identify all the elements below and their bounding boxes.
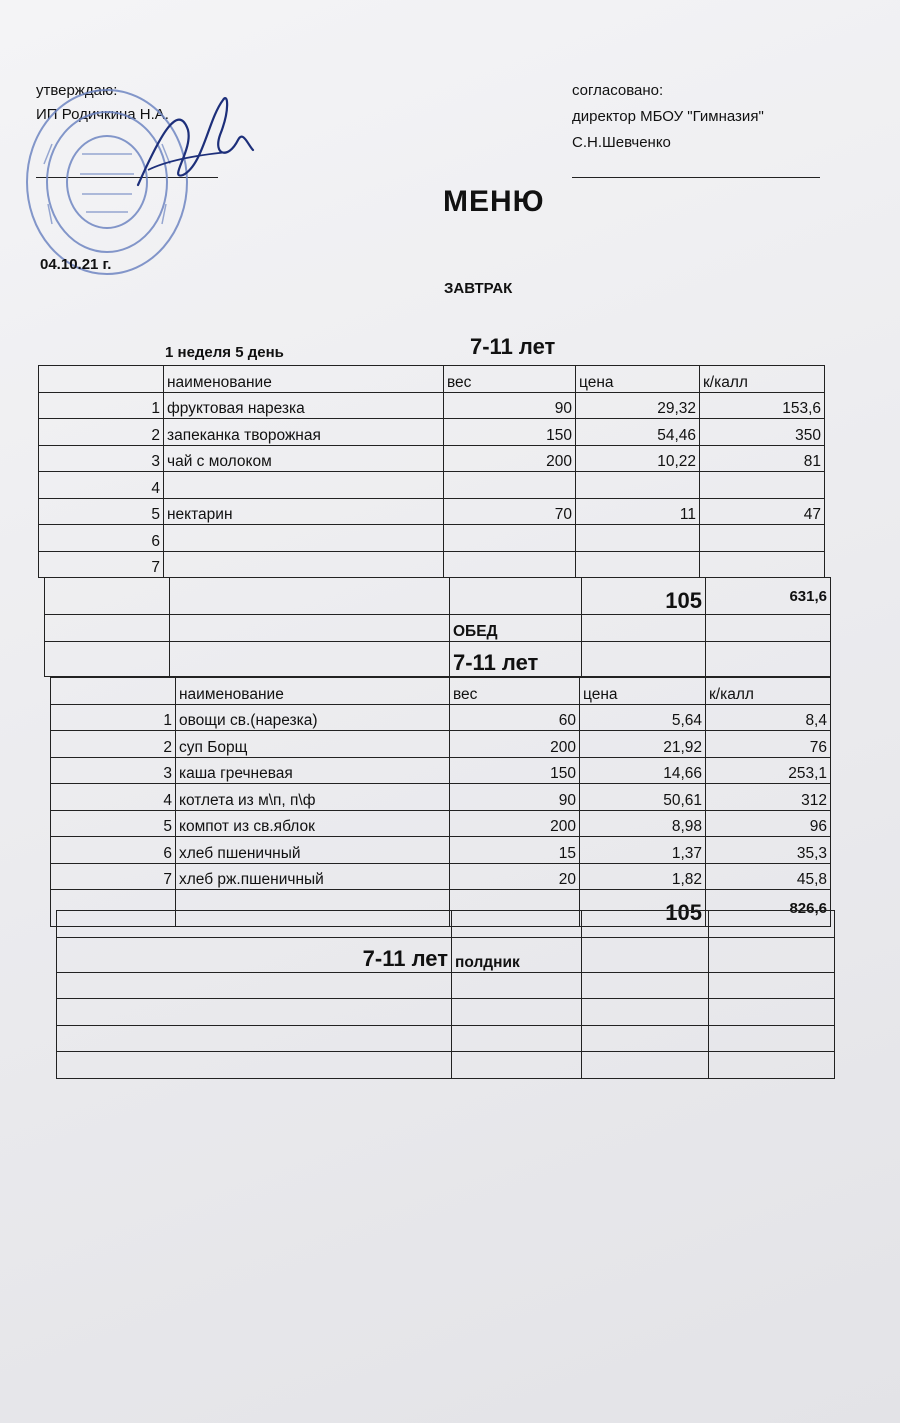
dish-kcal: 253,1 bbox=[706, 757, 831, 784]
dish-name: котлета из м\п, п\ф bbox=[176, 784, 450, 811]
handwritten-signature bbox=[128, 80, 258, 200]
dish-kcal: 8,4 bbox=[706, 704, 831, 731]
dish-weight: 20 bbox=[450, 863, 580, 890]
dish-name bbox=[164, 525, 444, 552]
dish-price: 10,22 bbox=[576, 445, 700, 472]
row-number: 4 bbox=[39, 472, 164, 499]
row-number: 3 bbox=[39, 445, 164, 472]
lunch-title: ОБЕД bbox=[450, 615, 582, 642]
dish-weight: 90 bbox=[450, 784, 580, 811]
menu-title: МЕНЮ bbox=[443, 185, 545, 218]
dish-name: фруктовая нарезка bbox=[164, 392, 444, 419]
dish-kcal: 35,3 bbox=[706, 837, 831, 864]
table-row bbox=[57, 1052, 835, 1079]
row-number: 1 bbox=[39, 392, 164, 419]
dish-kcal: 76 bbox=[706, 731, 831, 758]
table-row bbox=[39, 551, 825, 578]
agreed-label: согласовано: bbox=[572, 82, 664, 99]
table-row bbox=[39, 392, 825, 419]
dish-name: чай с молоком bbox=[164, 445, 444, 472]
header-price: цена bbox=[580, 678, 706, 705]
breakfast-total-and-lunch-head bbox=[44, 577, 831, 677]
dish-weight: 200 bbox=[450, 731, 580, 758]
dish-name: суп Борщ bbox=[176, 731, 450, 758]
dish-name: нектарин bbox=[164, 498, 444, 525]
table-row bbox=[51, 837, 831, 864]
table-row bbox=[51, 784, 831, 811]
dish-name bbox=[164, 472, 444, 499]
table-row bbox=[39, 525, 825, 552]
dish-weight bbox=[444, 525, 576, 552]
dish-kcal bbox=[700, 525, 825, 552]
agreed-position: директор МБОУ "Гимназия" bbox=[572, 108, 764, 125]
row-number: 5 bbox=[39, 498, 164, 525]
table-row bbox=[39, 445, 825, 472]
dish-kcal: 312 bbox=[706, 784, 831, 811]
dish-name: овощи св.(нарезка) bbox=[176, 704, 450, 731]
lunch-header-row bbox=[51, 678, 831, 705]
agreed-signature-line bbox=[572, 177, 820, 178]
breakfast-table bbox=[38, 365, 825, 578]
table-row bbox=[57, 999, 835, 1026]
dish-weight bbox=[444, 472, 576, 499]
breakfast-total-row bbox=[45, 578, 831, 615]
breakfast-title: ЗАВТРАК bbox=[444, 280, 513, 297]
dish-weight: 200 bbox=[450, 810, 580, 837]
dish-name: компот из св.яблок bbox=[176, 810, 450, 837]
header-weight: вес bbox=[450, 678, 580, 705]
lunch-total-price: 105 bbox=[580, 890, 706, 927]
dish-price: 11 bbox=[576, 498, 700, 525]
dish-weight: 150 bbox=[444, 419, 576, 446]
dish-name: хлеб рж.пшеничный bbox=[176, 863, 450, 890]
table-row bbox=[39, 498, 825, 525]
header-number-cell bbox=[39, 366, 164, 393]
dish-kcal bbox=[700, 551, 825, 578]
dish-name: каша гречневая bbox=[176, 757, 450, 784]
agreed-name: С.Н.Шевченко bbox=[572, 134, 671, 151]
dish-price: 21,92 bbox=[580, 731, 706, 758]
header-kcal: к/калл bbox=[700, 366, 825, 393]
dish-weight: 70 bbox=[444, 498, 576, 525]
header-name: наименование bbox=[164, 366, 444, 393]
dish-kcal: 47 bbox=[700, 498, 825, 525]
dish-weight: 200 bbox=[444, 445, 576, 472]
dish-price: 29,32 bbox=[576, 392, 700, 419]
header-weight: вес bbox=[444, 366, 576, 393]
approve-label: утверждаю: bbox=[36, 82, 118, 99]
dish-kcal: 153,6 bbox=[700, 392, 825, 419]
header-number-cell bbox=[51, 678, 176, 705]
snack-age-group: 7-11 лет bbox=[57, 937, 452, 972]
table-row bbox=[51, 704, 831, 731]
snack-title: полдник bbox=[452, 937, 582, 972]
lunch-total-kcal: 826,6 bbox=[706, 890, 831, 927]
table-row bbox=[57, 972, 835, 999]
dish-weight bbox=[444, 551, 576, 578]
table-row bbox=[51, 757, 831, 784]
dish-price bbox=[576, 551, 700, 578]
table-row bbox=[51, 810, 831, 837]
dish-kcal: 81 bbox=[700, 445, 825, 472]
dish-name: запеканка творожная bbox=[164, 419, 444, 446]
dish-weight: 60 bbox=[450, 704, 580, 731]
table-row bbox=[51, 731, 831, 758]
table-row bbox=[51, 863, 831, 890]
header-price: цена bbox=[576, 366, 700, 393]
dish-name: хлеб пшеничный bbox=[176, 837, 450, 864]
row-number: 4 bbox=[51, 784, 176, 811]
breakfast-header-row bbox=[39, 366, 825, 393]
approver-name: ИП Родичкина Н.А. bbox=[36, 106, 169, 123]
row-number: 7 bbox=[39, 551, 164, 578]
lunch-table bbox=[50, 677, 831, 927]
dish-price: 50,61 bbox=[580, 784, 706, 811]
lunch-title-row bbox=[45, 615, 831, 642]
spacer-row bbox=[57, 911, 835, 938]
snack-title-row bbox=[57, 937, 835, 972]
breakfast-age-group: 7-11 лет bbox=[470, 334, 556, 359]
row-number: 1 bbox=[51, 704, 176, 731]
menu-date: 04.10.21 г. bbox=[40, 256, 112, 273]
dish-price: 14,66 bbox=[580, 757, 706, 784]
dish-name bbox=[164, 551, 444, 578]
dish-weight: 150 bbox=[450, 757, 580, 784]
dish-kcal: 96 bbox=[706, 810, 831, 837]
dish-price: 8,98 bbox=[580, 810, 706, 837]
row-number: 2 bbox=[39, 419, 164, 446]
row-number: 7 bbox=[51, 863, 176, 890]
lunch-age-row bbox=[45, 641, 831, 676]
breakfast-total-kcal: 631,6 bbox=[706, 578, 831, 615]
header-kcal: к/калл bbox=[706, 678, 831, 705]
dish-kcal bbox=[700, 472, 825, 499]
dish-price bbox=[576, 525, 700, 552]
header-name: наименование bbox=[176, 678, 450, 705]
dish-kcal: 350 bbox=[700, 419, 825, 446]
dish-price bbox=[576, 472, 700, 499]
dish-price: 1,82 bbox=[580, 863, 706, 890]
breakfast-total-price: 105 bbox=[582, 578, 706, 615]
table-row bbox=[57, 1025, 835, 1052]
dish-price: 1,37 bbox=[580, 837, 706, 864]
dish-kcal: 45,8 bbox=[706, 863, 831, 890]
row-number: 3 bbox=[51, 757, 176, 784]
dish-weight: 90 bbox=[444, 392, 576, 419]
table-row bbox=[39, 419, 825, 446]
lunch-age-group: 7-11 лет bbox=[450, 641, 582, 676]
dish-price: 54,46 bbox=[576, 419, 700, 446]
dish-weight: 15 bbox=[450, 837, 580, 864]
row-number: 5 bbox=[51, 810, 176, 837]
snack-table bbox=[56, 910, 835, 1079]
week-day-label: 1 неделя 5 день bbox=[165, 344, 284, 361]
table-row bbox=[39, 472, 825, 499]
row-number: 2 bbox=[51, 731, 176, 758]
row-number: 6 bbox=[51, 837, 176, 864]
dish-price: 5,64 bbox=[580, 704, 706, 731]
row-number: 6 bbox=[39, 525, 164, 552]
